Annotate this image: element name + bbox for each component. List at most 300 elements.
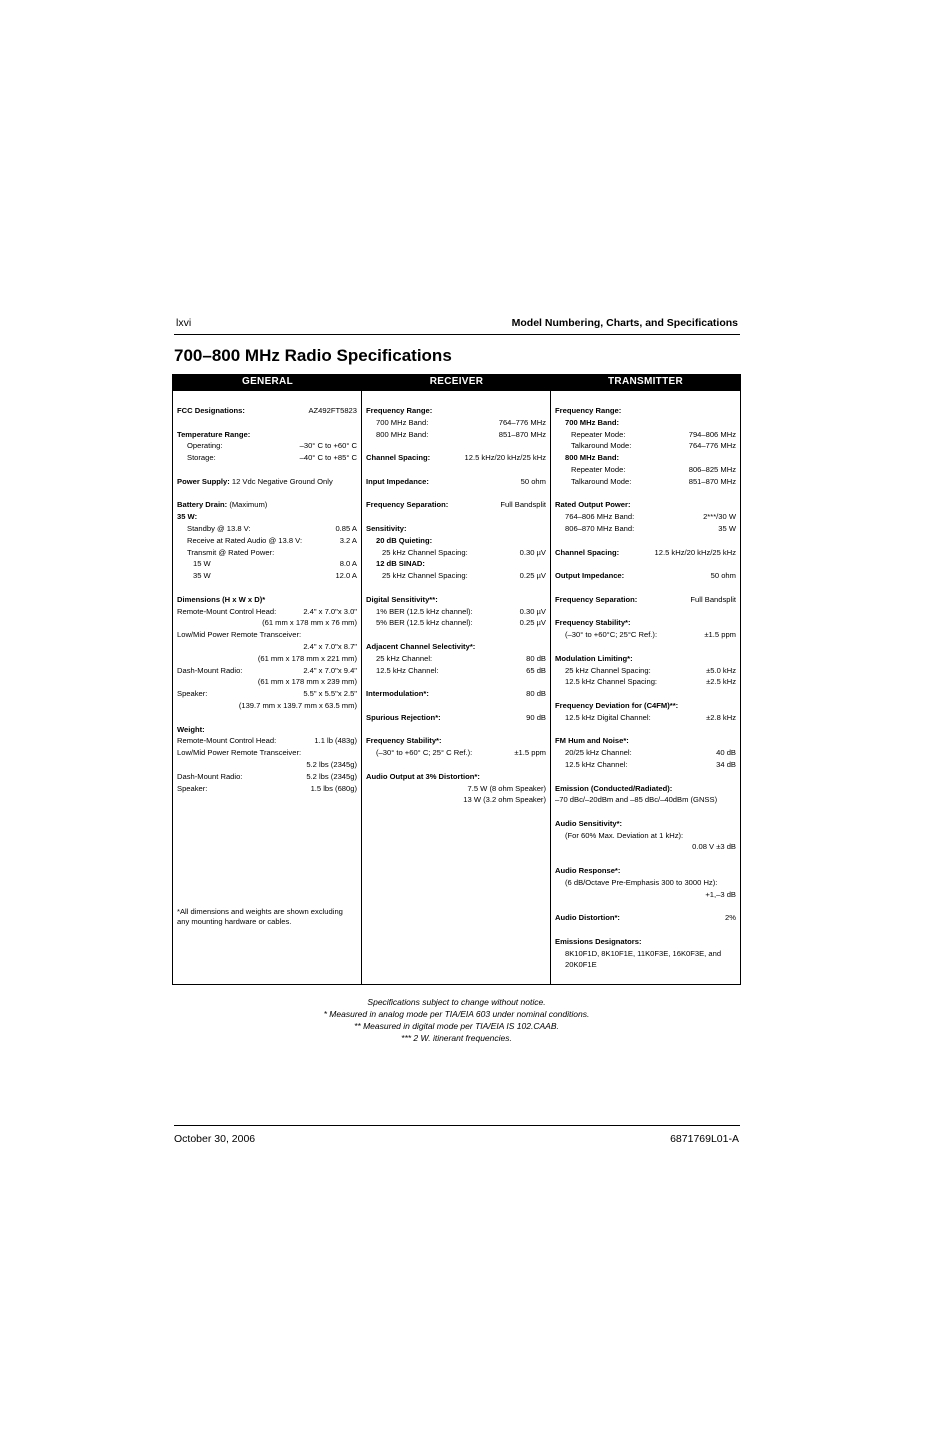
spec-value: 1.1 lb (483g) — [314, 736, 357, 746]
spec-label — [555, 499, 631, 511]
spec-label — [366, 712, 441, 724]
spec-label — [555, 794, 717, 806]
spec-row — [555, 665, 736, 677]
spec-row — [555, 759, 736, 771]
spacer — [555, 582, 736, 594]
spec-row — [366, 688, 546, 700]
spec-label — [555, 676, 657, 688]
spec-label — [366, 641, 475, 653]
spec-label — [366, 747, 472, 759]
spec-label — [555, 735, 629, 747]
spec-row — [555, 452, 736, 464]
spacer — [366, 440, 546, 452]
spec-row — [177, 429, 357, 441]
spec-label — [177, 747, 301, 759]
spec-row — [177, 700, 357, 712]
spec-label-text: Dash-Mount Radio: — [177, 771, 243, 781]
spec-label-text: 25 kHz Channel Spacing: — [382, 547, 468, 557]
spec-value: 12.5 kHz/20 kHz/25 kHz — [464, 453, 546, 463]
spacer — [366, 676, 546, 688]
spec-label-text: Repeater Mode: — [571, 429, 626, 439]
spec-value: 40 dB — [716, 748, 736, 758]
spec-label-text: Talkaround Mode: — [571, 441, 632, 451]
spec-label — [177, 476, 333, 488]
spec-label — [366, 523, 407, 535]
spec-label-text: 20 dB Quieting: — [376, 535, 433, 545]
spec-label — [177, 665, 242, 677]
spacer — [177, 464, 357, 476]
spacer — [177, 417, 357, 429]
spec-row — [366, 417, 546, 429]
spec-value: 764–776 MHz — [498, 417, 546, 427]
spec-row — [177, 570, 357, 582]
spec-label — [177, 783, 207, 795]
spec-label-text: 25 kHz Channel Spacing: — [565, 665, 651, 675]
spec-row — [366, 617, 546, 629]
spec-label-text: Frequency Stability*: — [366, 736, 442, 746]
spec-label — [177, 735, 276, 747]
footnote-line: *** 2 W. itinerant frequencies. — [401, 1033, 512, 1043]
spec-value: 0.30 µV — [519, 606, 546, 616]
spec-row — [366, 747, 546, 759]
page-title: 700–800 MHz Radio Specifications — [174, 346, 452, 365]
spec-label-text: 764–806 MHz Band: — [565, 512, 635, 522]
spec-row — [555, 818, 736, 830]
spec-label — [555, 617, 631, 629]
spec-label — [555, 476, 631, 488]
spec-value: 851–870 MHz — [498, 429, 546, 439]
spec-label — [555, 830, 683, 842]
spec-value: Full Bandsplit — [500, 500, 546, 510]
spec-table — [172, 374, 741, 985]
spec-label — [177, 724, 205, 736]
spec-label-text: Operating: — [187, 441, 223, 451]
spec-label-text: 800 MHz Band: — [565, 453, 620, 463]
spec-label-text: Emissions Designators: — [555, 936, 642, 946]
footnote-line: Specifications subject to change without notice. — [367, 997, 546, 1007]
spec-row — [366, 665, 546, 677]
spec-label-text: Remote-Mount Control Head: — [177, 606, 277, 616]
spec-value: ±1.5 ppm — [704, 630, 736, 640]
spec-label — [555, 948, 721, 960]
transmitter-column — [551, 391, 740, 984]
spec-label — [555, 570, 624, 582]
spec-label — [555, 405, 621, 417]
column-header-general: GENERAL — [242, 376, 293, 387]
spec-label — [366, 735, 442, 747]
spec-value: 80 dB — [526, 689, 546, 699]
spec-value: 90 dB — [526, 712, 546, 722]
spec-label-text: Battery Drain: — [177, 500, 228, 510]
spec-label-text: (–30° to +60°C; 25°C Ref.): — [565, 630, 658, 640]
spec-label — [366, 771, 480, 783]
spec-value: 50 ohm — [520, 476, 546, 486]
spec-row — [366, 570, 546, 582]
spec-label-text: 25 kHz Channel: — [376, 653, 433, 663]
spec-label — [555, 818, 622, 830]
spec-label — [177, 606, 276, 618]
spec-label-text: Audio Response*: — [555, 866, 621, 876]
spec-row — [555, 617, 736, 629]
spec-label-text: 12.5 kHz Channel: — [565, 759, 628, 769]
spec-row — [177, 523, 357, 535]
spacer — [555, 558, 736, 570]
spec-label — [366, 429, 428, 441]
spacer — [366, 759, 546, 771]
spec-row — [555, 429, 736, 441]
spacer — [555, 924, 736, 936]
spec-label — [366, 594, 438, 606]
spec-row — [177, 535, 357, 547]
spec-row — [555, 594, 736, 606]
spec-row — [177, 641, 357, 653]
footnote-line: ** Measured in digital mode per TIA/EIA IS 102.CAAB. — [354, 1021, 559, 1031]
spec-row — [177, 676, 357, 688]
spec-label-text: 25 kHz Channel Spacing: — [382, 571, 468, 581]
spec-label — [177, 771, 242, 783]
spec-label-text: Channel Spacing: — [366, 453, 431, 463]
spec-value: ±2.5 kHz — [706, 677, 736, 687]
spec-value: 0.08 V ±3 dB — [692, 842, 736, 852]
spec-value: 2***/30 W — [703, 512, 736, 522]
spec-row — [177, 653, 357, 665]
spec-label — [555, 464, 625, 476]
spec-label — [555, 700, 678, 712]
spec-label-text: (–30° to +60° C; 25° C Ref.): — [376, 748, 473, 758]
spec-label-text: Power Supply: — [177, 476, 230, 486]
spec-label — [177, 405, 245, 417]
spec-row — [555, 936, 736, 948]
footnotes — [172, 996, 741, 1044]
spec-value: 2% — [725, 913, 736, 923]
spec-label-text: Frequency Stability*: — [555, 618, 631, 628]
spec-value: 0.25 µV — [519, 618, 546, 628]
spec-label — [177, 629, 301, 641]
spec-label — [177, 570, 211, 582]
spec-row — [555, 783, 736, 795]
spec-label — [555, 759, 627, 771]
spec-label — [366, 688, 429, 700]
spacer — [555, 641, 736, 653]
spec-label — [177, 535, 302, 547]
spec-value: 12.0 A — [335, 571, 357, 581]
footnote-line: * Measured in analog mode per TIA/EIA 603 under nominal conditions. — [323, 1009, 590, 1019]
spec-label-text: Adjacent Channel Selectivity*: — [366, 641, 476, 651]
spec-label — [555, 547, 619, 559]
spec-label — [177, 547, 274, 559]
spec-value: 13 W (3.2 ohm Speaker) — [463, 795, 546, 805]
spec-row — [177, 747, 357, 759]
spec-label — [555, 511, 634, 523]
footer-doc-number: 6871769L01-A — [670, 1133, 739, 1145]
spec-label — [366, 405, 432, 417]
spec-row — [366, 499, 546, 511]
spec-value: 34 dB — [716, 759, 736, 769]
spec-value: 794–806 MHz — [688, 429, 736, 439]
spec-value: 2.4" x 7.0"x 8.7" — [303, 641, 357, 651]
spec-label — [177, 499, 267, 511]
spec-row — [177, 476, 357, 488]
spec-label — [177, 523, 251, 535]
spec-row — [366, 523, 546, 535]
spec-value: 3.2 A — [339, 535, 357, 545]
spec-row — [555, 653, 736, 665]
spacer — [555, 535, 736, 547]
spec-row — [366, 429, 546, 441]
spec-label — [366, 653, 432, 665]
spec-label — [366, 547, 468, 559]
spec-row — [177, 452, 357, 464]
spec-row — [177, 405, 357, 417]
spec-label-text: 35 W — [193, 571, 211, 581]
spec-label-text: 700 MHz Band: — [565, 417, 620, 427]
spec-row — [366, 547, 546, 559]
footer-date: October 30, 2006 — [174, 1133, 256, 1145]
spec-label-text: Remote-Mount Control Head: — [177, 736, 277, 746]
spec-row — [555, 889, 736, 901]
spec-label — [366, 570, 468, 582]
spec-label-text: Speaker: — [177, 783, 208, 793]
spec-label — [555, 877, 717, 889]
spec-label-text: 1% BER (12.5 kHz channel): — [376, 606, 473, 616]
spec-row — [555, 712, 736, 724]
spec-row — [177, 499, 357, 511]
spec-label — [366, 606, 473, 618]
spec-row — [366, 594, 546, 606]
spec-label-text: Temperature Range: — [177, 429, 251, 439]
spec-label-text: 15 W — [193, 559, 211, 569]
spec-label — [555, 712, 651, 724]
footer-rule — [174, 1125, 740, 1126]
spec-row — [366, 653, 546, 665]
spec-value: 50 ohm — [710, 571, 736, 581]
spec-label — [555, 440, 631, 452]
spec-row — [366, 712, 546, 724]
spacer — [555, 488, 736, 500]
spec-row — [555, 830, 736, 842]
spec-label-text: Audio Sensitivity*: — [555, 818, 623, 828]
spec-value: 806–825 MHz — [688, 464, 736, 474]
spec-value: –40° C to +85° C — [299, 453, 357, 463]
spec-label-text: 12 dB SINAD: — [376, 559, 425, 569]
spec-row — [555, 523, 736, 535]
spec-row — [177, 771, 357, 783]
spec-value: 2.4" x 7.0"x 3.0" — [303, 606, 357, 616]
spec-row — [555, 747, 736, 759]
spec-label — [555, 417, 619, 429]
spec-label-extra: (Maximum) — [227, 500, 268, 510]
spec-row — [177, 724, 357, 736]
spec-label — [555, 665, 651, 677]
spec-row — [555, 464, 736, 476]
spec-row — [177, 440, 357, 452]
spec-label-text: (6 dB/Octave Pre-Emphasis 300 to 3000 Hz): — [565, 877, 718, 887]
spec-label-text: 5% BER (12.5 kHz channel): — [376, 618, 473, 628]
spec-label — [177, 511, 197, 523]
spec-label — [555, 783, 672, 795]
spec-label-text: 20K0F1E — [565, 960, 597, 970]
spec-label-text: Standby @ 13.8 V: — [187, 523, 251, 533]
spec-label — [555, 594, 637, 606]
spec-label-text: Emission (Conducted/Radiated): — [555, 783, 673, 793]
spec-row — [177, 783, 357, 795]
spec-value: –30° C to +60° C — [299, 441, 357, 451]
spec-value: 7.5 W (8 ohm Speaker) — [467, 783, 546, 793]
spec-row — [177, 665, 357, 677]
spec-row — [366, 476, 546, 488]
spec-row — [177, 606, 357, 618]
spec-label-text: Input Impedance: — [366, 476, 429, 486]
spec-label — [555, 959, 597, 971]
spec-label-text: Low/Mid Power Remote Transceiver: — [177, 748, 302, 758]
spec-row — [177, 629, 357, 641]
spacer — [555, 771, 736, 783]
spec-label-text: Frequency Range: — [366, 406, 433, 415]
spec-row — [366, 535, 546, 547]
spec-label — [177, 429, 250, 441]
spec-label-text: Dimensions (H x W x D)* — [177, 594, 266, 604]
spec-label-text: Receive at Rated Audio @ 13.8 V: — [187, 535, 303, 545]
spec-label — [177, 452, 216, 464]
spec-value: 5.2 lbs (2345g) — [306, 771, 357, 781]
spec-row — [366, 452, 546, 464]
spacer — [177, 488, 357, 500]
spec-label-text: (For 60% Max. Deviation at 1 kHz): — [565, 830, 684, 840]
spec-label — [555, 747, 632, 759]
header-rule — [174, 334, 740, 335]
spec-row — [555, 440, 736, 452]
general-column — [173, 391, 362, 984]
spec-row — [177, 558, 357, 570]
general-note: *All dimensions and weights are shown excluding any mounting hardware or cables. — [177, 907, 343, 926]
spec-row — [555, 476, 736, 488]
spec-row — [177, 511, 357, 523]
spec-value: 764–776 MHz — [688, 441, 736, 451]
spec-row — [366, 558, 546, 570]
spec-label-text: Digital Sensitivity**: — [366, 594, 438, 604]
spec-row — [366, 783, 546, 795]
spec-label — [555, 629, 657, 641]
spec-row — [177, 735, 357, 747]
spec-label-text: Audio Output at 3% Distortion*: — [366, 771, 480, 781]
spacer — [555, 900, 736, 912]
spec-label-text: Spurious Rejection*: — [366, 712, 441, 722]
spec-label-text: Sensitivity: — [366, 523, 407, 533]
spec-label — [555, 653, 633, 665]
spacer — [366, 700, 546, 712]
spacer — [555, 853, 736, 865]
spec-row — [555, 865, 736, 877]
spec-label-text: 700 MHz Band: — [376, 417, 429, 427]
table-header-row — [173, 375, 740, 391]
spec-row — [555, 629, 736, 641]
spec-value: 80 dB — [526, 653, 546, 663]
spacer — [555, 724, 736, 736]
spec-row — [177, 594, 357, 606]
spec-value: ±5.0 kHz — [706, 665, 736, 675]
spec-value: (61 mm x 178 mm x 221 mm) — [257, 653, 357, 663]
spec-row — [177, 547, 357, 559]
spec-label-text: Frequency Range: — [555, 406, 622, 415]
spec-label-text: Modulation Limiting*: — [555, 653, 633, 663]
spacer — [555, 606, 736, 618]
spec-value: 1.5 lbs (680g) — [310, 783, 357, 793]
spacer — [366, 464, 546, 476]
spacer — [555, 806, 736, 818]
spec-label — [366, 617, 473, 629]
spec-label-text: Dash-Mount Radio: — [177, 665, 243, 675]
spec-label — [366, 558, 425, 570]
spec-row — [366, 735, 546, 747]
spec-value: (61 mm x 178 mm x 239 mm) — [257, 677, 357, 687]
spec-value: 0.30 µV — [519, 547, 546, 557]
spec-label — [177, 558, 211, 570]
spec-label-text: Output Impedance: — [555, 571, 625, 581]
spec-value: 0.25 µV — [519, 571, 546, 581]
spacer — [366, 582, 546, 594]
spec-value: ±1.5 ppm — [514, 748, 546, 758]
spec-row — [177, 688, 357, 700]
receiver-column — [362, 391, 551, 984]
spec-value: AZ492FT5823 — [308, 406, 357, 415]
spec-row — [555, 417, 736, 429]
spec-row — [555, 841, 736, 853]
spec-label — [366, 417, 428, 429]
spec-label — [366, 499, 448, 511]
spec-label-text: 12.5 kHz Channel: — [376, 665, 439, 675]
spec-value: (139.7 mm x 139.7 mm x 63.5 mm) — [238, 700, 357, 710]
spec-label-text: 20/25 kHz Channel: — [565, 748, 632, 758]
spec-row — [366, 606, 546, 618]
spec-label-text: 12.5 kHz Digital Channel: — [565, 712, 651, 722]
spec-label-text: 35 W: — [177, 512, 198, 522]
spec-row — [555, 877, 736, 889]
spec-label — [555, 865, 620, 877]
spec-value: 5.5" x 5.5"x 2.5" — [303, 689, 357, 699]
spec-label-text: Frequency Separation: — [366, 500, 449, 510]
spec-row — [555, 912, 736, 924]
spacer — [555, 688, 736, 700]
spec-label-text: Transmit @ Rated Power: — [187, 547, 275, 557]
spec-value: 8.0 A — [339, 559, 357, 569]
spec-label — [177, 594, 265, 606]
spacer — [366, 629, 546, 641]
spec-label — [555, 523, 634, 535]
spec-label-text: 8K10F1D, 8K10F1E, 11K0F3E, 16K0F3E, and — [565, 948, 722, 958]
spec-label-extra: 12 Vdc Negative Ground Only — [229, 476, 333, 486]
spec-label — [555, 429, 625, 441]
spec-row — [366, 771, 546, 783]
spec-value: 35 W — [718, 523, 736, 533]
spec-row — [366, 641, 546, 653]
spec-label — [366, 665, 438, 677]
spec-label-text: 806–870 MHz Band: — [565, 523, 635, 533]
spec-row — [555, 511, 736, 523]
spec-row — [555, 735, 736, 747]
spec-label — [177, 440, 222, 452]
spec-value: Full Bandsplit — [690, 594, 736, 604]
spec-label — [555, 912, 620, 924]
spec-label-text: Talkaround Mode: — [571, 476, 632, 486]
spec-label-text: Frequency Deviation for (C4FM)**: — [555, 700, 679, 710]
spacer — [177, 582, 357, 594]
spec-label — [177, 688, 207, 700]
spec-value: 0.85 A — [335, 523, 357, 533]
spec-row — [177, 617, 357, 629]
spec-label-text: FCC Designations: — [177, 406, 245, 415]
spec-row — [555, 547, 736, 559]
spec-label — [555, 452, 619, 464]
